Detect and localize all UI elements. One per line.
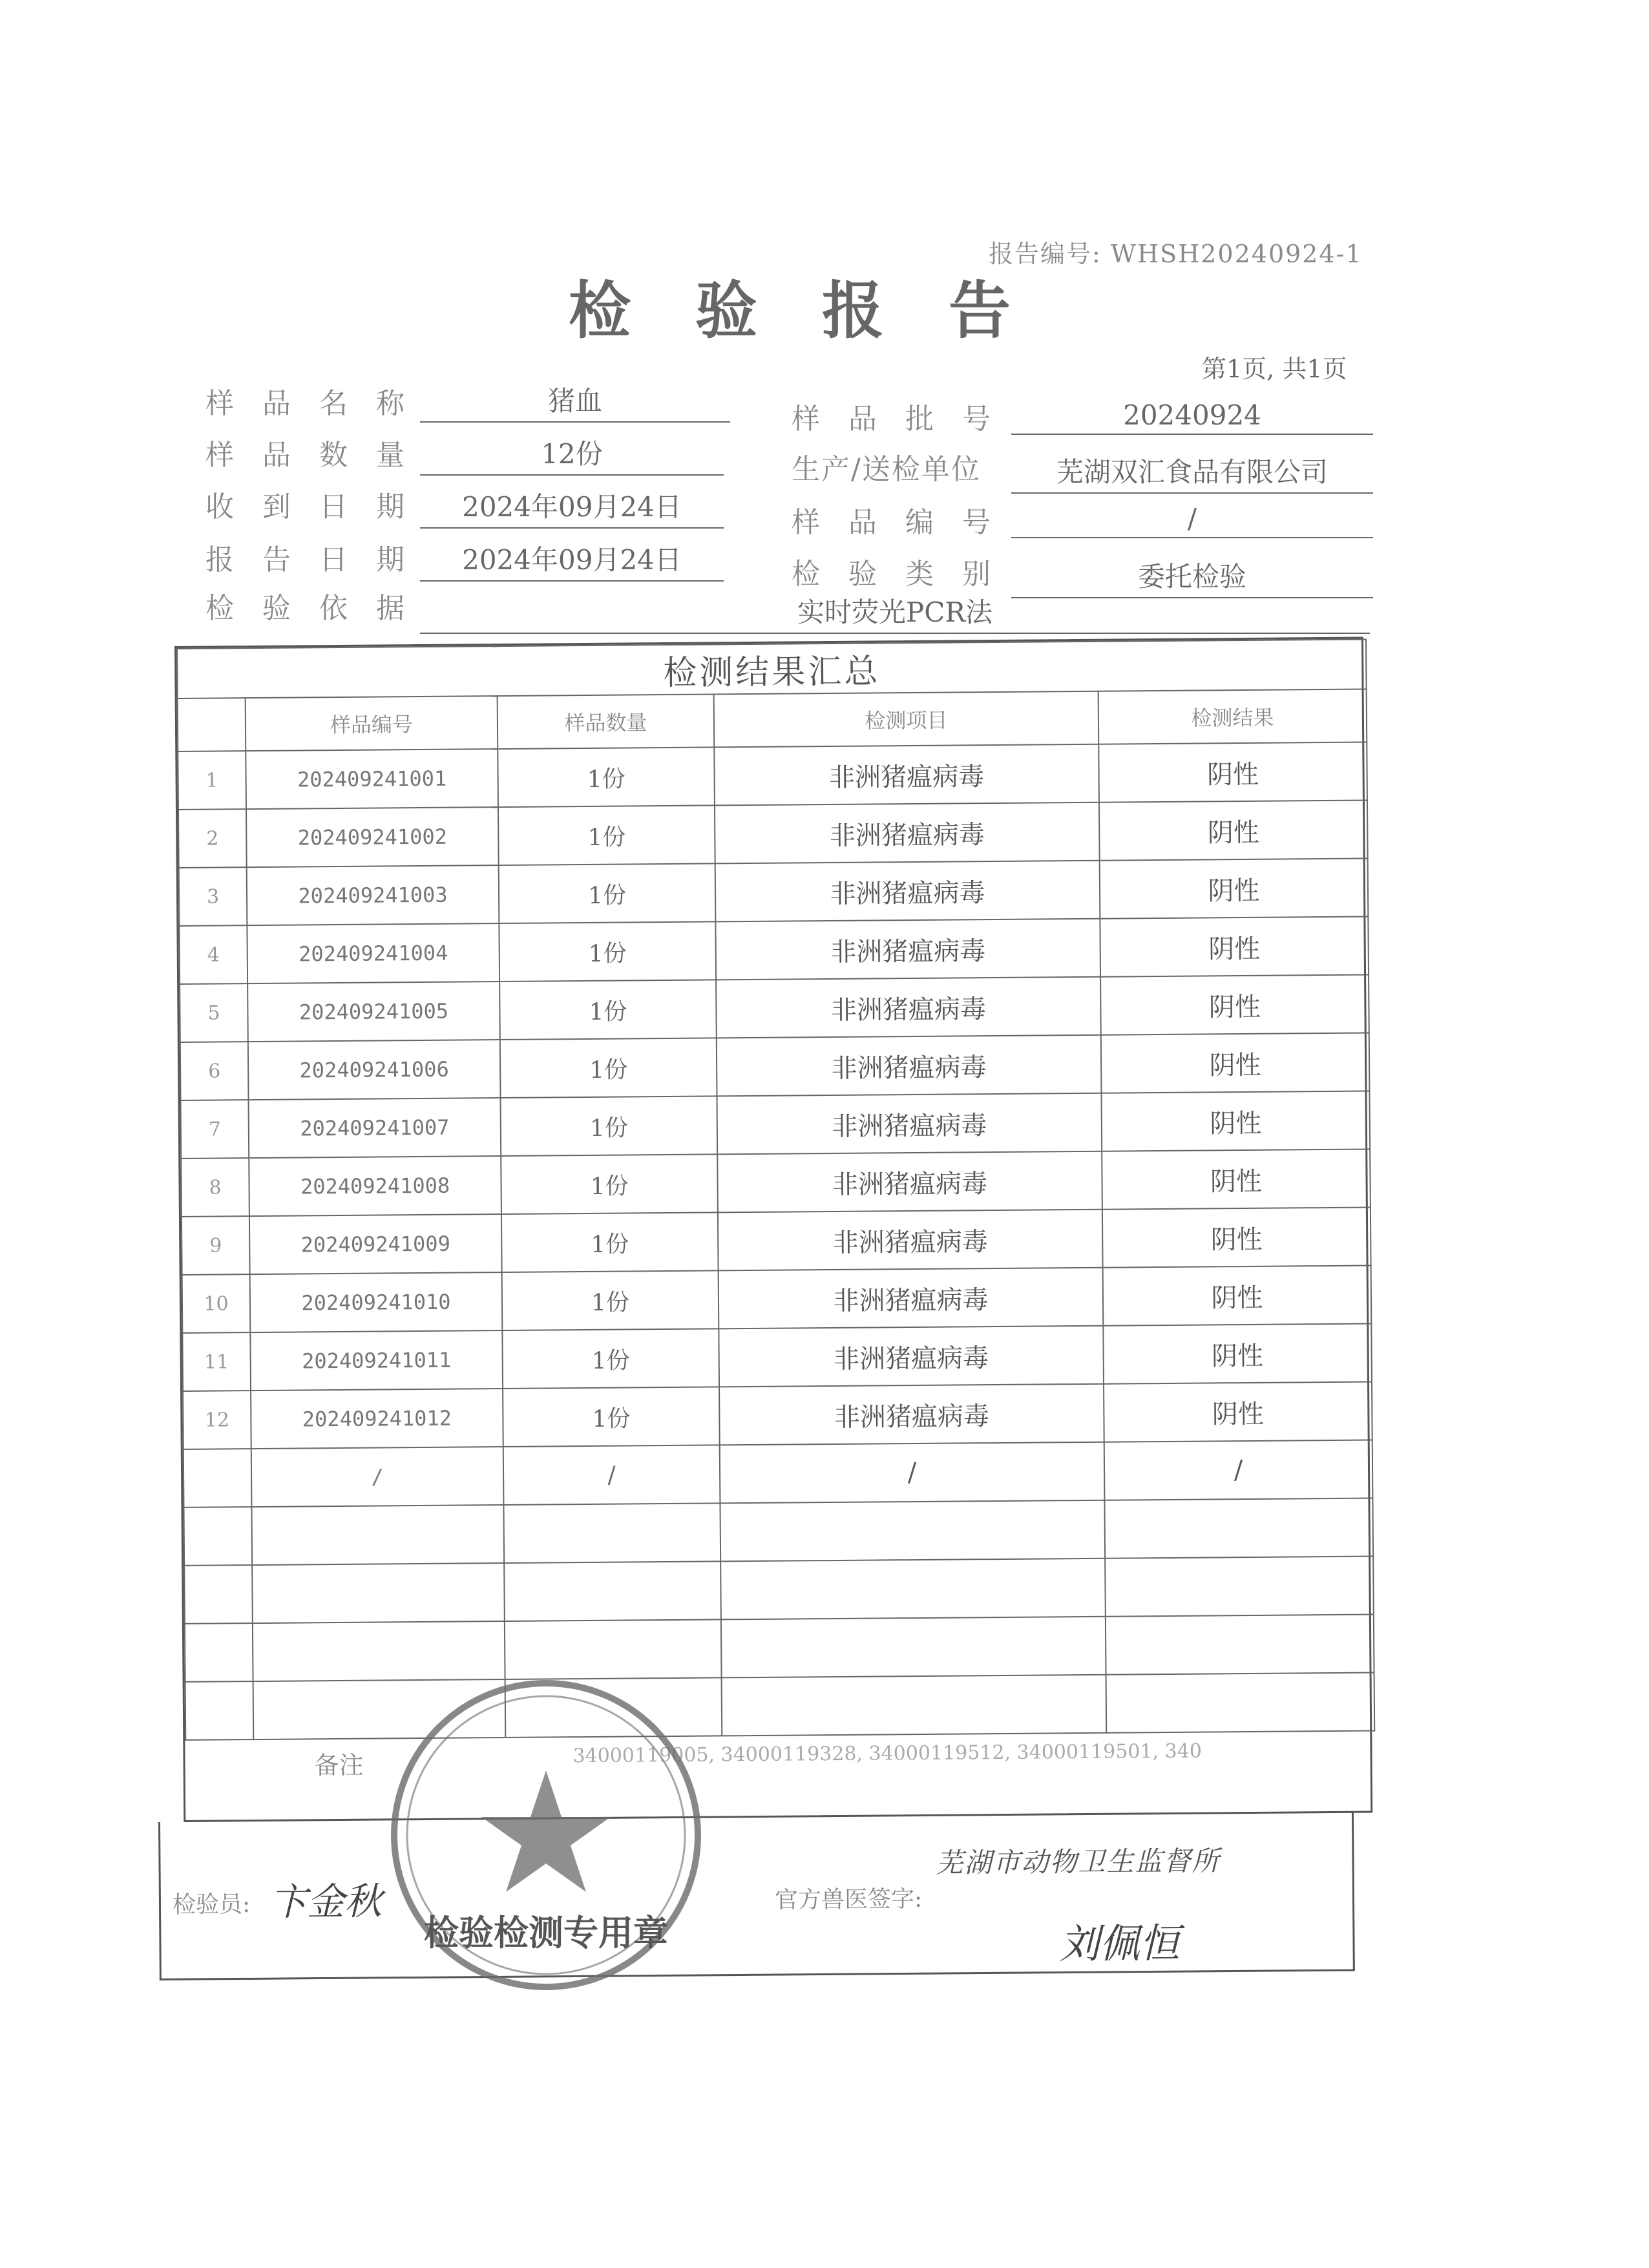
receive-date-value: 2024年09月24日	[420, 486, 724, 529]
table-row	[179, 917, 1369, 984]
test-type-value: 委托检验	[1011, 556, 1373, 598]
row-index: 2	[178, 809, 247, 868]
row-sample-qty: 1份	[499, 921, 716, 982]
table-row	[182, 1265, 1372, 1332]
row-test-item: 非洲猪瘟病毒	[718, 1210, 1103, 1271]
table-row	[183, 1381, 1372, 1449]
row-test-item: 非洲猪瘟病毒	[715, 861, 1100, 922]
row-sample-qty: 1份	[501, 1154, 718, 1214]
row-sample-id: 202409241005	[247, 982, 500, 1042]
row-sample-qty: 1份	[503, 1387, 720, 1447]
basis-label: 检验依据	[205, 592, 433, 625]
report-number: 报告编号: WHSH20240924-1	[989, 240, 1363, 268]
sample-name-label: 样品名称	[205, 387, 433, 420]
row-index: 1	[178, 751, 246, 810]
row-test-item: 非洲猪瘟病毒	[715, 803, 1100, 864]
row-sample-id: 202409241011	[250, 1330, 503, 1391]
signature-box	[158, 1812, 1355, 1980]
row-sample-qty: 1份	[499, 980, 717, 1040]
row-test-item: 非洲猪瘟病毒	[717, 1093, 1102, 1155]
row-index: 8	[181, 1158, 249, 1217]
row-test-result: 阴性	[1102, 1207, 1371, 1267]
sample-code-label: 样品编号	[792, 506, 1019, 539]
row-index: 9	[182, 1216, 250, 1275]
table-row	[180, 1033, 1370, 1100]
row-test-result: 阴性	[1104, 1381, 1372, 1442]
row-index: 7	[181, 1100, 249, 1159]
row-test-result: 阴性	[1103, 1323, 1372, 1383]
row-sample-qty: /	[503, 1445, 720, 1505]
row-test-result: 阴性	[1102, 1149, 1371, 1209]
row-index	[184, 1449, 252, 1507]
results-title: 检测结果汇总	[177, 640, 1367, 698]
row-test-item: /	[720, 1442, 1105, 1504]
row-sample-qty: 1份	[499, 863, 716, 923]
row-index: 12	[183, 1391, 251, 1449]
sample-batch-value: 20240924	[1011, 399, 1373, 435]
row-sample-id: 202409241006	[248, 1040, 501, 1100]
table-row	[181, 1149, 1371, 1216]
row-sample-id: 202409241007	[249, 1098, 501, 1158]
row-sample-qty: 1份	[501, 1212, 719, 1272]
row-test-item: 非洲猪瘟病毒	[717, 1035, 1102, 1097]
col-sample-id: 样品编号	[246, 696, 498, 751]
row-test-result: 阴性	[1101, 1033, 1370, 1093]
row-sample-qty: 1份	[501, 1096, 718, 1156]
row-sample-qty: 1份	[498, 747, 715, 807]
row-test-item: 非洲猪瘟病毒	[719, 1268, 1104, 1329]
empty-row	[185, 1614, 1374, 1681]
row-test-item: 非洲猪瘟病毒	[717, 1151, 1102, 1213]
row-index: 3	[179, 867, 247, 926]
inspector-signature: 卞金秋	[269, 1879, 383, 1924]
row-sample-id: 202409241001	[246, 749, 498, 809]
row-sample-qty: 1份	[500, 1038, 717, 1098]
table-row	[180, 975, 1369, 1042]
col-sample-qty: 样品数量	[498, 694, 715, 749]
empty-row	[184, 1498, 1373, 1565]
col-index	[178, 698, 246, 751]
producer-value: 芜湖双汇食品有限公司	[1011, 451, 1373, 494]
remarks-label: 备注	[314, 1750, 364, 1780]
row-index: 5	[180, 983, 248, 1042]
row-test-result: 阴性	[1100, 859, 1369, 919]
row-test-item: 非洲猪瘟病毒	[714, 744, 1099, 806]
table-row	[182, 1207, 1371, 1274]
row-sample-id: 202409241009	[249, 1214, 502, 1274]
row-sample-id: 202409241012	[251, 1389, 503, 1449]
page-info: 第1页, 共1页	[1202, 355, 1347, 383]
sample-name-value: 猪血	[420, 380, 730, 423]
row-index: 11	[182, 1332, 251, 1391]
sample-code-value: /	[1011, 503, 1373, 538]
row-test-item: 非洲猪瘟病毒	[719, 1326, 1104, 1387]
table-row	[182, 1323, 1372, 1391]
official-stamp	[384, 1674, 708, 1997]
producer-label: 生产/送检单位	[792, 453, 981, 486]
vet-signature: 刘佩恒	[1059, 1919, 1180, 1968]
vet-organization: 芜湖市动物卫生监督所	[936, 1845, 1221, 1879]
row-test-result: 阴性	[1103, 1265, 1372, 1325]
report-title: 检验报告	[569, 274, 1075, 347]
row-sample-qty: 1份	[502, 1270, 719, 1330]
table-row	[181, 1091, 1371, 1158]
table-row	[179, 859, 1369, 926]
table-row	[178, 801, 1368, 868]
star-icon	[481, 1770, 611, 1892]
result-rows	[178, 742, 1372, 1507]
sample-batch-label: 样品批号	[792, 403, 1019, 436]
inspector-label: 检验员:	[172, 1891, 251, 1918]
stamp-text: 检验检测专用章	[424, 1913, 668, 1953]
sample-qty-label: 样品数量	[205, 439, 433, 472]
table-row	[184, 1440, 1373, 1507]
row-sample-id: 202409241002	[246, 807, 499, 867]
col-test-item: 检测项目	[714, 691, 1099, 748]
test-type-label: 检验类别	[792, 558, 1019, 591]
remarks-row	[185, 1699, 1371, 1824]
row-index: 4	[179, 925, 247, 984]
row-test-item: 非洲猪瘟病毒	[719, 1384, 1104, 1445]
row-sample-id: 202409241003	[247, 865, 499, 925]
row-test-result: 阴性	[1100, 975, 1369, 1035]
sample-qty-value: 12份	[420, 433, 724, 476]
row-sample-id: 202409241008	[249, 1156, 501, 1216]
row-test-item: 非洲猪瘟病毒	[716, 977, 1101, 1038]
remarks-text: 34000119005, 34000119328, 34000119512, 34000119501, 340	[572, 1739, 1202, 1768]
basis-value: 实时荧光PCR法	[420, 591, 1370, 634]
row-sample-id: 202409241004	[247, 923, 499, 983]
table-row	[178, 742, 1367, 810]
empty-row	[184, 1556, 1374, 1623]
col-test-result: 检测结果	[1098, 689, 1367, 744]
row-test-result: 阴性	[1099, 801, 1368, 861]
row-test-result: 阴性	[1101, 1091, 1370, 1151]
row-sample-qty: 1份	[502, 1328, 719, 1389]
report-date-value: 2024年09月24日	[420, 539, 724, 582]
row-test-result: 阴性	[1100, 917, 1369, 977]
row-sample-qty: 1份	[498, 805, 715, 865]
row-sample-id: 202409241010	[250, 1272, 503, 1332]
row-index: 6	[180, 1042, 249, 1100]
row-test-result: /	[1104, 1440, 1373, 1500]
row-index: 10	[182, 1274, 251, 1333]
vet-label: 官方兽医签字:	[774, 1885, 923, 1914]
row-sample-id: /	[251, 1447, 504, 1507]
row-test-item: 非洲猪瘟病毒	[715, 919, 1100, 980]
results-table	[174, 637, 1372, 1822]
row-test-result: 阴性	[1098, 742, 1367, 803]
report-date-label: 报告日期	[205, 543, 433, 576]
receive-date-label: 收到日期	[205, 490, 433, 523]
